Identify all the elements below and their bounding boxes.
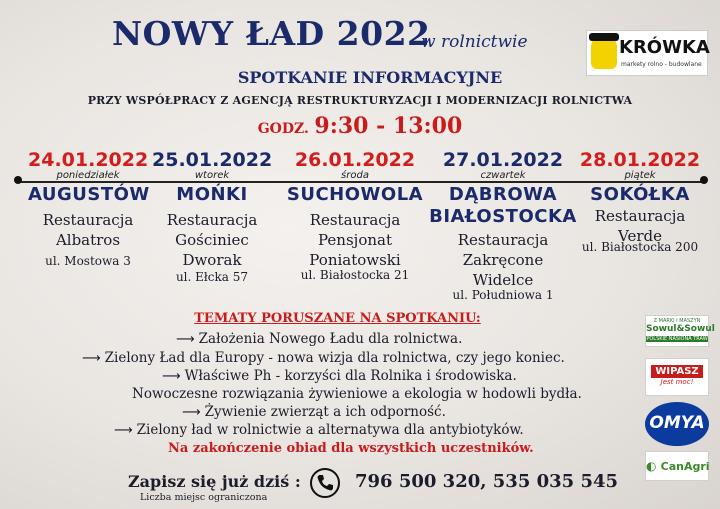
event-venue (28, 210, 148, 250)
poster-title: NOWY ŁAD 2022 (112, 14, 431, 53)
topic-item (132, 386, 582, 402)
krowka-tagline: markety rolno - budowlane (621, 61, 702, 68)
limited-seats-note: Liczba miejsc ograniczona (140, 492, 268, 503)
canagri-mark (646, 459, 708, 473)
event-town: MOŃKI (176, 184, 248, 205)
event-date: 27.01.2022 (442, 149, 564, 171)
event-town: SOKÓŁKA (590, 184, 690, 205)
topics-heading: TEMATY PORUSZANE NA SPOTKANIU: (194, 311, 481, 326)
venue-line: Restauracja (594, 207, 686, 225)
venue-line: Restauracja (457, 231, 549, 249)
event-day: wtorek (194, 170, 230, 181)
event-address: ul. Ełcka 57 (175, 270, 249, 284)
arrow-right-icon: ⟶ (82, 351, 101, 366)
cooperation-line: PRZY WSPÓŁPRACY Z AGENCJĄ RESTRUKTURYZACJI I MODERNIZACJI ROLNICTWA (87, 94, 633, 107)
event-town: DĄBROWA (448, 184, 558, 205)
venue-line: Albatros (55, 231, 121, 249)
wipasz-text: WIPASZ (651, 365, 702, 378)
venue-line: Restauracja (309, 211, 401, 229)
venue-line: Dworak (182, 251, 242, 269)
krowka-logo-text: KRÓWKA (619, 37, 710, 58)
event-date: 28.01.2022 (579, 149, 701, 171)
event-venue (280, 210, 430, 270)
time-label: GODZ. (257, 121, 309, 137)
canagri-text: CanAgri (660, 460, 710, 473)
venue-line: Poniatowski (309, 251, 401, 269)
poster-subtitle: w rolnictwie (421, 32, 528, 52)
event-address: ul. Białostocka 21 (300, 268, 410, 282)
sowul-logo (645, 315, 715, 347)
krowka-logo (586, 30, 708, 76)
closing-note: Na zakończenie obiad dla wszystkich uczestników. (168, 441, 534, 456)
event-day: środa (341, 170, 369, 181)
meeting-time (0, 113, 720, 139)
wipasz-logo (645, 358, 709, 396)
event-date: 24.01.2022 (28, 149, 149, 171)
time-value: 9:30 - 13:00 (314, 113, 463, 139)
venue-line: Pensjonat (318, 231, 392, 249)
topic-item (162, 368, 517, 384)
event-venue (152, 210, 272, 270)
event-day: piątek (624, 170, 656, 181)
omya-text: OMYA (649, 413, 705, 433)
phone-icon (310, 468, 340, 498)
phone-glyph-icon (312, 470, 338, 496)
venue-line: Gościniec (175, 231, 249, 249)
sowul-bottom-text: POLSKIE NASIONA TRAW (646, 336, 708, 342)
hat-icon (589, 33, 619, 41)
omya-logo (645, 402, 709, 446)
venue-line: Restauracja (166, 211, 258, 229)
arrow-right-icon: ⟶ (114, 423, 133, 438)
event-address: ul. Mostowa 3 (45, 254, 131, 268)
topic-text: Żywienie zwierząt a ich odporność. (204, 404, 446, 420)
topic-text: Właściwe Ph - korzyści dla Rolnika i środowiska. (184, 368, 517, 384)
event-address: ul. Białostocka 200 (581, 240, 699, 254)
topic-item (182, 404, 446, 420)
sowul-top-text: Z MARKI I MASZYN (653, 318, 701, 324)
venue-line: Verde (618, 227, 662, 245)
venue-line: Restauracja (42, 211, 134, 229)
meeting-heading: SPOTKANIE INFORMACYJNE (237, 68, 503, 87)
topic-text: Zielony Ład dla Europy - nowa wizja dla rolnictwa, czy jego koniec. (104, 350, 565, 366)
topic-text: Zielony ład w rolnictwie a alternatywa dla antybiotyków. (136, 422, 524, 438)
timeline-line (20, 181, 704, 183)
event-venue (428, 230, 578, 290)
event-town: SUCHOWOLA (286, 184, 424, 205)
event-date: 26.01.2022 (294, 149, 416, 171)
venue-line: Widelce (472, 271, 534, 289)
sowul-text: Sowul&Sowul (646, 324, 715, 334)
event-day: poniedziałek (56, 170, 120, 181)
phone-numbers: 796 500 320, 535 035 545 (355, 471, 619, 492)
timeline-dot (14, 176, 22, 184)
event-town: AUGUSTÓW (28, 184, 150, 205)
canagri-leaf-icon: ◐ (646, 459, 661, 473)
canagri-logo (645, 451, 709, 481)
topic-item (82, 350, 565, 366)
event-day: czwartek (480, 170, 526, 181)
topic-text: Założenia Nowego Ładu dla rolnictwa. (198, 331, 463, 347)
arrow-right-icon: ⟶ (176, 332, 195, 347)
arrow-right-icon: ⟶ (182, 405, 201, 420)
venue-line: Zakręcone (462, 251, 544, 269)
signup-label: Zapisz się już dziś : (128, 472, 301, 491)
event-date: 25.01.2022 (152, 149, 273, 171)
arrow-right-icon: ⟶ (162, 369, 181, 384)
wipasz-tagline: Jest moc! (660, 378, 694, 386)
event-address: ul. Południowa 1 (452, 288, 554, 302)
topic-item (114, 422, 524, 438)
topic-item (176, 331, 462, 347)
topic-text: Nowoczesne rozwiązania żywieniowe a ekologia w hodowli bydła. (132, 386, 582, 402)
event-town-line2: BIAŁOSTOCKA (429, 206, 577, 227)
